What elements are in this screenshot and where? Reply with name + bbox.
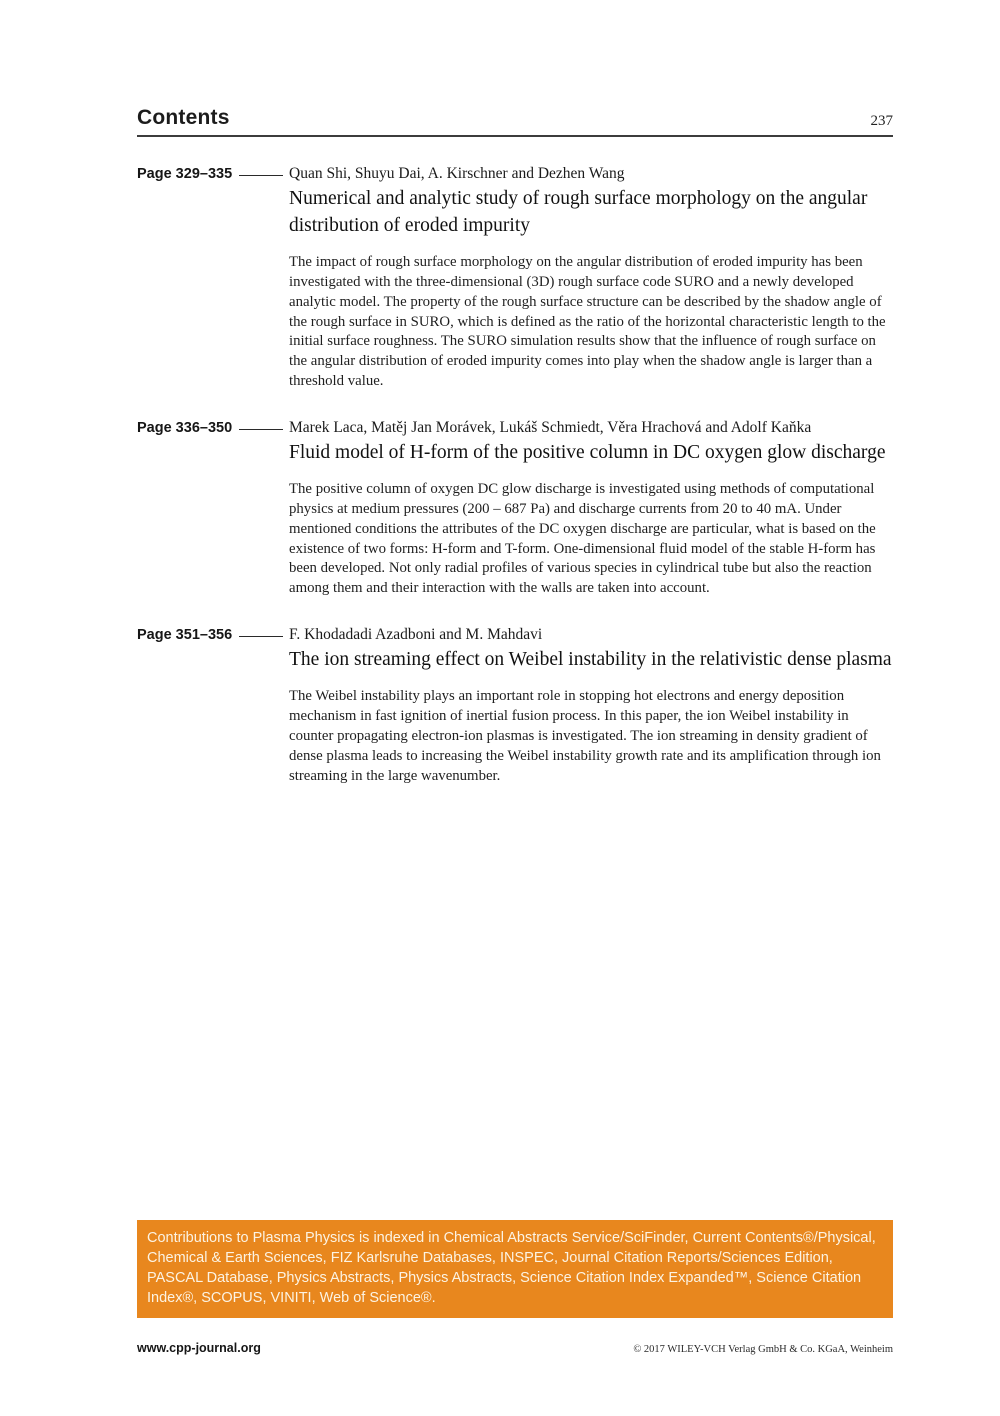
page-range-rule (239, 174, 283, 176)
page-footer (137, 1341, 893, 1355)
entry-title: The ion streaming effect on Weibel instability in the relativistic dense plasma (289, 649, 892, 671)
entry-abstract: The positive column of oxygen DC glow discharge is investigated using methods of computational physics at medium pressures (200 – 687 Pa) and discharge currents from 20 to 40 mA. Under mentioned conditions the attributes of the DC oxygen discharge are particular, what is based on the existence of two forms: H-form and T-form. One-dimensional fluid model of the stable H-form has been developed. Not only radial profiles of various species in cylindrical tube but also the reaction among them and their interaction with the walls are taken into account. (289, 481, 876, 597)
entry-title: Numerical and analytic study of rough surface morphology on the angular distribution of eroded impurity (289, 188, 868, 237)
content-area (137, 106, 893, 812)
indexing-banner (137, 1220, 893, 1318)
page-title: Contents (137, 106, 230, 129)
toc-entries (137, 164, 893, 786)
entry-authors: Marek Laca, Matěj Jan Morávek, Lukáš Schmiedt, Věra Hrachová and Adolf Kaňka (289, 418, 812, 436)
toc-entry (137, 418, 893, 599)
page-range-label: Page 329–335 (137, 166, 233, 182)
entry-left-column (137, 164, 289, 392)
entry-authors: Quan Shi, Shuyu Dai, A. Kirschner and Dezhen Wang (289, 165, 625, 182)
entry-left-column (137, 418, 289, 599)
page-header (137, 106, 893, 137)
entry-body (289, 418, 893, 599)
copyright-text: © 2017 WILEY-VCH Verlag GmbH & Co. KGaA, Weinheim (633, 1344, 893, 1355)
entry-body (289, 625, 893, 786)
entry-abstract: The impact of rough surface morphology on the angular distribution of eroded impurity has been investigated with the three-dimensional (3D) rough surface code SURO and a newly developed analytic model. The property of the rough surface structure can be described by the shadow angle of the rough surface in SURO, which is defined as the ratio of the horizontal characteristic length to the initial surface roughness. The SURO simulation results show that the influence of rough surface on the angular distribution of eroded impurity comes into play when the shadow angle is larger than a threshold value. (289, 254, 886, 390)
entry-authors: F. Khodadadi Azadboni and M. Mahdavi (289, 626, 543, 644)
entry-title: Fluid model of H-form of the positive column in DC oxygen glow discharge (289, 442, 886, 464)
page-range-rule (239, 635, 283, 637)
toc-entry (137, 625, 893, 786)
entry-left-column (137, 625, 289, 786)
entry-body (289, 164, 893, 392)
page-range-rule (239, 428, 283, 430)
page-number: 237 (870, 113, 893, 129)
journal-url-link[interactable]: www.cpp-journal.org (137, 1341, 261, 1355)
entry-abstract: The Weibel instability plays an important role in stopping hot electrons and energy deposition mechanism in fast ignition of inertial fusion process. In this paper, the ion Weibel instability in counter propagating electron-ion plasmas is investigated. The ion streaming in density gradient of dense plasma leads to increasing the Weibel instability growth rate and its amplification through ion streaming in the large wavenumber. (289, 688, 881, 784)
indexing-banner-text: Contributions to Plasma Physics is indexed in Chemical Abstracts Service/SciFinder, Current Contents®/Physical, Chemical & Earth Sciences, FIZ Karlsruhe Databases, INSPEC, Journal Citation Reports/Sciences Edition, PASCAL Database, Physics Abstracts, Physics Abstracts, Science Citation Index Expanded™, Science Citation Index®, SCOPUS, VINITI, Web of Science®. (147, 1230, 876, 1306)
page-range-label: Page 351–356 (137, 627, 233, 644)
page-range-label: Page 336–350 (137, 419, 233, 436)
toc-entry (137, 164, 893, 392)
